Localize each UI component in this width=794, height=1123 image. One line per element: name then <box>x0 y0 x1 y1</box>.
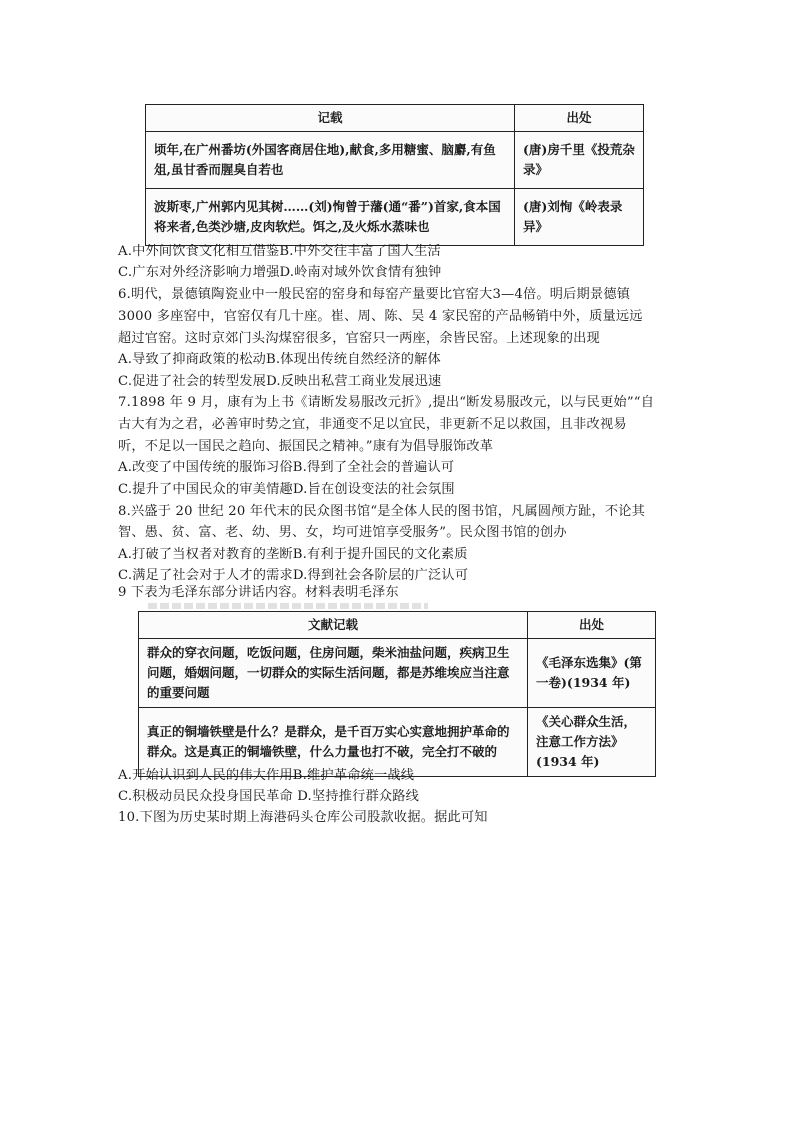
table-header-row <box>146 105 644 132</box>
record-cell: 波斯枣,广州郭内见其树……(刘)恂曾于藩(通“番”)首家,食本国将来者,色类沙塘,皮肉软烂。饵之,及火烁水蒸味也 <box>146 189 515 246</box>
q7-options-ab: A.改变了中国传统的服饰习俗B.得到了全社会的普遍认可 <box>118 460 455 475</box>
scan-artifact <box>148 603 428 609</box>
q9-options-cd: C.积极动员民众投身国民革命 D.坚持推行群众路线 <box>118 789 420 804</box>
q5-options-ab: A.中外间饮食文化相互借鉴B.中外交往丰富了国人生活 <box>118 244 441 259</box>
q7-stem-line: 听，不足以一国民之趋向、振国民之精神。”康有为倡导服饰改革 <box>118 439 494 454</box>
food-records-table <box>145 104 644 246</box>
q6-stem-line: 3000 多座窑中，官窑仅有几十座。崔、周、陈、吴 4 家民窑的产品畅销中外，质量远远 <box>118 309 643 324</box>
q7-stem-line: 7.1898 年 9 月，康有为上书《请断发易服改元折》,提出“断发易服改元，以与民更始”“自 <box>118 395 655 410</box>
record-cell: 群众的穿衣问题，吃饭问题，住房问题，柴米油盐问题，疾病卫生问题，婚姻问题，一切群众的实际生活问题，都是苏维埃应当注意的重要问题 <box>139 639 528 708</box>
q7-stem-line: 古大有为之君，必善审时势之宜，非通变不足以宜民，非更新不足以救国，且非改视易 <box>118 417 627 432</box>
mao-speeches-table <box>138 611 656 777</box>
source-cell: 《毛泽东选集》(第一卷)(1934 年) <box>528 639 656 708</box>
q5-options-cd: C.广东对外经济影响力增强D.岭南对域外饮食情有独钟 <box>118 265 442 280</box>
record-cell: 真正的铜墙铁壁是什么？是群众，是千百万实心实意地拥护革命的群众。这是真正的铜墙铁壁，什么力量也打不破，完全打不破的 <box>139 708 528 777</box>
q8-options-ab: A.打破了当权者对教育的垄断B.有利于提升国民的文化素质 <box>118 547 468 562</box>
q10-stem-line: 10.下图为历史某时期上海港码头仓库公司股款收据。据此可知 <box>118 810 488 825</box>
header-record: 记载 <box>146 105 515 132</box>
q9-stem-line: 9 下表为毛泽东部分讲话内容。材料表明毛泽东 <box>118 585 399 600</box>
source-cell: 《关心群众生活，注意工作方法》(1934 年) <box>528 708 656 777</box>
table-row <box>139 639 656 708</box>
record-cell: 顷年,在广州番坊(外国客商居住地),献食,多用糖蜜、脑麝,有鱼俎,虽甘香而腥臭自若也 <box>146 132 515 189</box>
q8-options-cd: C.满足了社会对于人才的需求D.得到社会各阶层的广泛认可 <box>118 568 469 583</box>
q8-stem-line: 智、愚、贫、富、老、幼、男、女，均可进馆享受服务”。民众图书馆的创办 <box>118 525 567 540</box>
q9-options-ab: A.开始认识到人民的伟大作用B.维护革命统一战线 <box>118 768 415 783</box>
source-cell: (唐)房千里《投荒杂录》 <box>515 132 644 189</box>
q6-stem-line: 超过官窑。这时京郊门头沟煤窑很多，官窑只一两座，余皆民窑。上述现象的出现 <box>118 331 600 346</box>
q6-stem-line: 6.明代，景德镇陶瓷业中一般民窑的窑身和每窑产量要比官窑大3—4倍。明后期景德镇 <box>118 287 631 302</box>
table-header-row <box>139 612 656 639</box>
q6-options-cd: C.促进了社会的转型发展D.反映出私营工商业发展迅速 <box>118 374 442 389</box>
q6-options-ab: A.导致了抑商政策的松动B.体现出传统自然经济的解体 <box>118 352 441 367</box>
q8-stem-line: 8.兴盛于 20 世纪 20 年代末的民众图书馆“是全体人民的图书馆，凡属圆颅方趾，不论其 <box>118 504 646 519</box>
table-row <box>146 189 644 246</box>
header-source: 出处 <box>528 612 656 639</box>
source-cell: (唐)刘恂《岭表录异》 <box>515 189 644 246</box>
header-source: 出处 <box>515 105 644 132</box>
table-row <box>146 132 644 189</box>
header-record: 文献记载 <box>139 612 528 639</box>
q7-options-cd: C.提升了中国民众的审美情趣D.旨在创设变法的社会氛围 <box>118 482 455 497</box>
